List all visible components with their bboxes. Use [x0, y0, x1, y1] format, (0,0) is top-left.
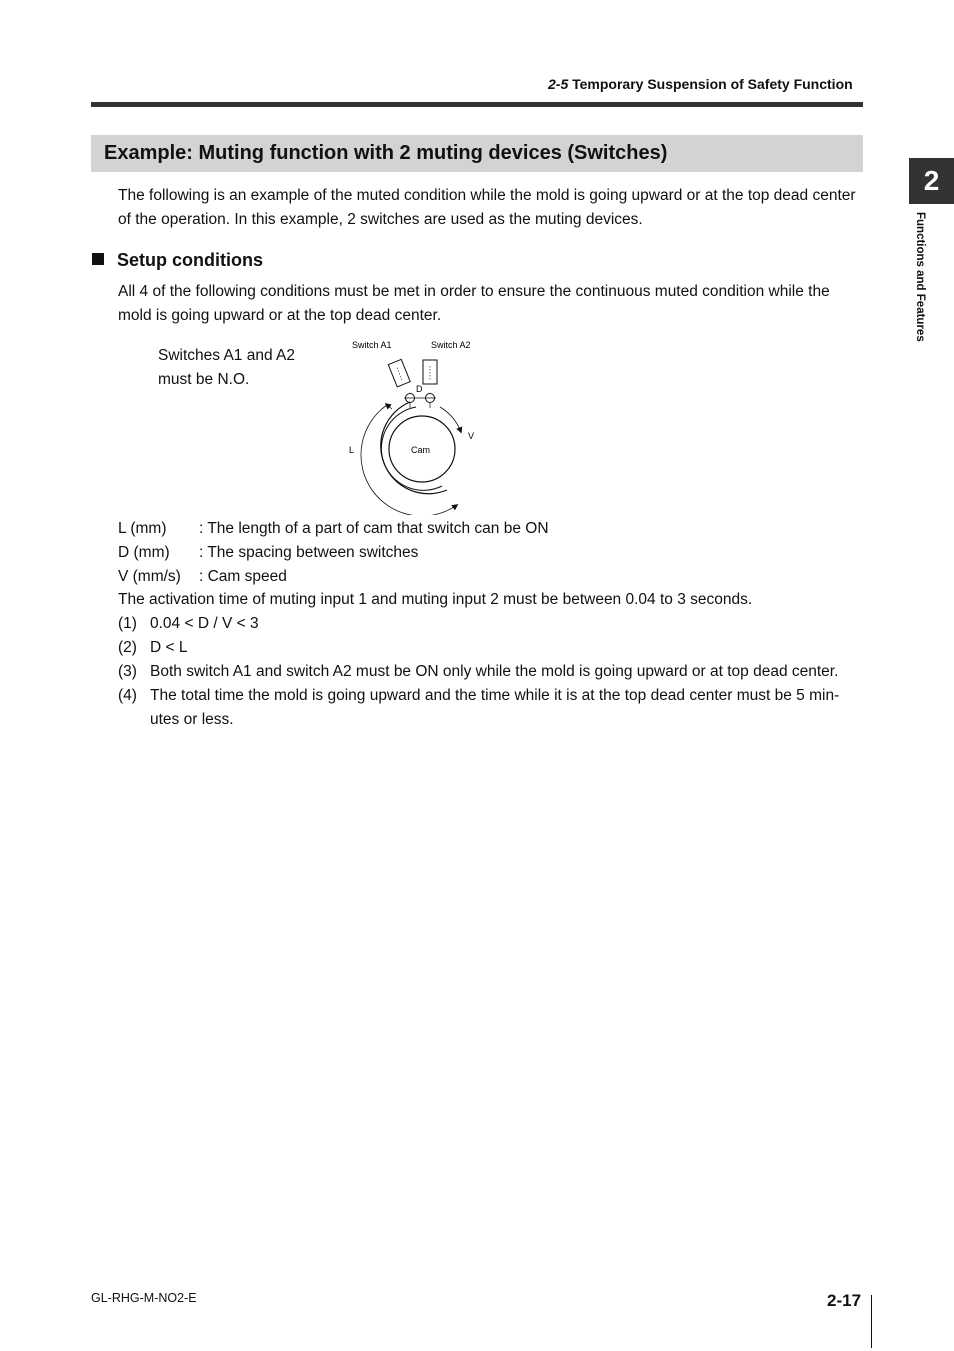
page-number-rule: [871, 1295, 872, 1348]
condition-number: (3): [118, 663, 137, 680]
switch-a2-label: Switch A2: [431, 340, 471, 350]
page-number: 2-17: [827, 1291, 862, 1310]
definition-key: L (mm): [118, 520, 167, 537]
label-cam: Cam: [411, 445, 431, 455]
condition-text: Both switch A1 and switch A2 must be ON only while the mold is going upward or at top dead center.: [150, 663, 839, 680]
condition-item: [118, 612, 864, 636]
definition-value: : The length of a part of cam that switch can be ON: [199, 520, 549, 537]
header-section-title: Temporary Suspension of Safety Function: [572, 76, 853, 92]
definition-row: [118, 568, 287, 586]
definition-key: V (mm/s): [118, 568, 181, 585]
switch-a1-label: Switch A1: [352, 340, 392, 350]
condition-text: D < L: [150, 639, 188, 656]
switch-a2-body: [423, 360, 437, 384]
label-v: V: [468, 431, 475, 441]
setup-heading: [92, 250, 263, 271]
condition-item: [118, 660, 864, 684]
document-code: GL-RHG-M-NO2-E: [91, 1291, 197, 1305]
setup-heading-text: Setup conditions: [117, 250, 263, 270]
cam-switch-diagram: [330, 335, 500, 515]
condition-text: The total time the mold is going upward and the time while it is at the top dead center must be 5 min-utes or less.: [150, 687, 840, 728]
square-bullet-icon: [92, 253, 104, 265]
definition-value: : The spacing between switches: [199, 544, 419, 561]
switch-a1-body: [388, 359, 410, 386]
header-rule: [91, 102, 863, 107]
condition-item: [118, 636, 864, 660]
label-l: L: [349, 445, 355, 455]
section-title: Example: Muting function with 2 muting devices (Switches): [104, 142, 668, 164]
chapter-label: Functions and Features: [914, 212, 926, 342]
header-section-number: 2-5: [548, 76, 569, 92]
label-d: D: [416, 384, 423, 394]
condition-number: (2): [118, 639, 137, 656]
setup-paragraph: All 4 of the following conditions must be met in order to ensure the continuous muted condition while the mold is going upward or at the top dead center.: [118, 283, 830, 324]
condition-number: (1): [118, 615, 137, 632]
definition-row: [118, 520, 549, 538]
running-header: [548, 76, 853, 92]
definition-key: D (mm): [118, 544, 170, 561]
switch-note: Switches A1 and A2 must be N.O.: [158, 347, 296, 388]
condition-text: 0.04 < D / V < 3: [150, 615, 259, 632]
definition-row: [118, 544, 418, 562]
definition-value: : Cam speed: [199, 568, 287, 585]
activation-paragraph: The activation time of muting input 1 and muting input 2 must be between 0.04 to 3 seconds.: [118, 591, 753, 608]
intro-paragraph: The following is an example of the muted condition while the mold is going upward or at the top dead center of the operation. In this example, 2 switches are used as the muting devices.: [118, 187, 856, 228]
chapter-tab: 2: [909, 158, 954, 204]
condition-item: [118, 684, 864, 732]
condition-number: (4): [118, 687, 137, 704]
